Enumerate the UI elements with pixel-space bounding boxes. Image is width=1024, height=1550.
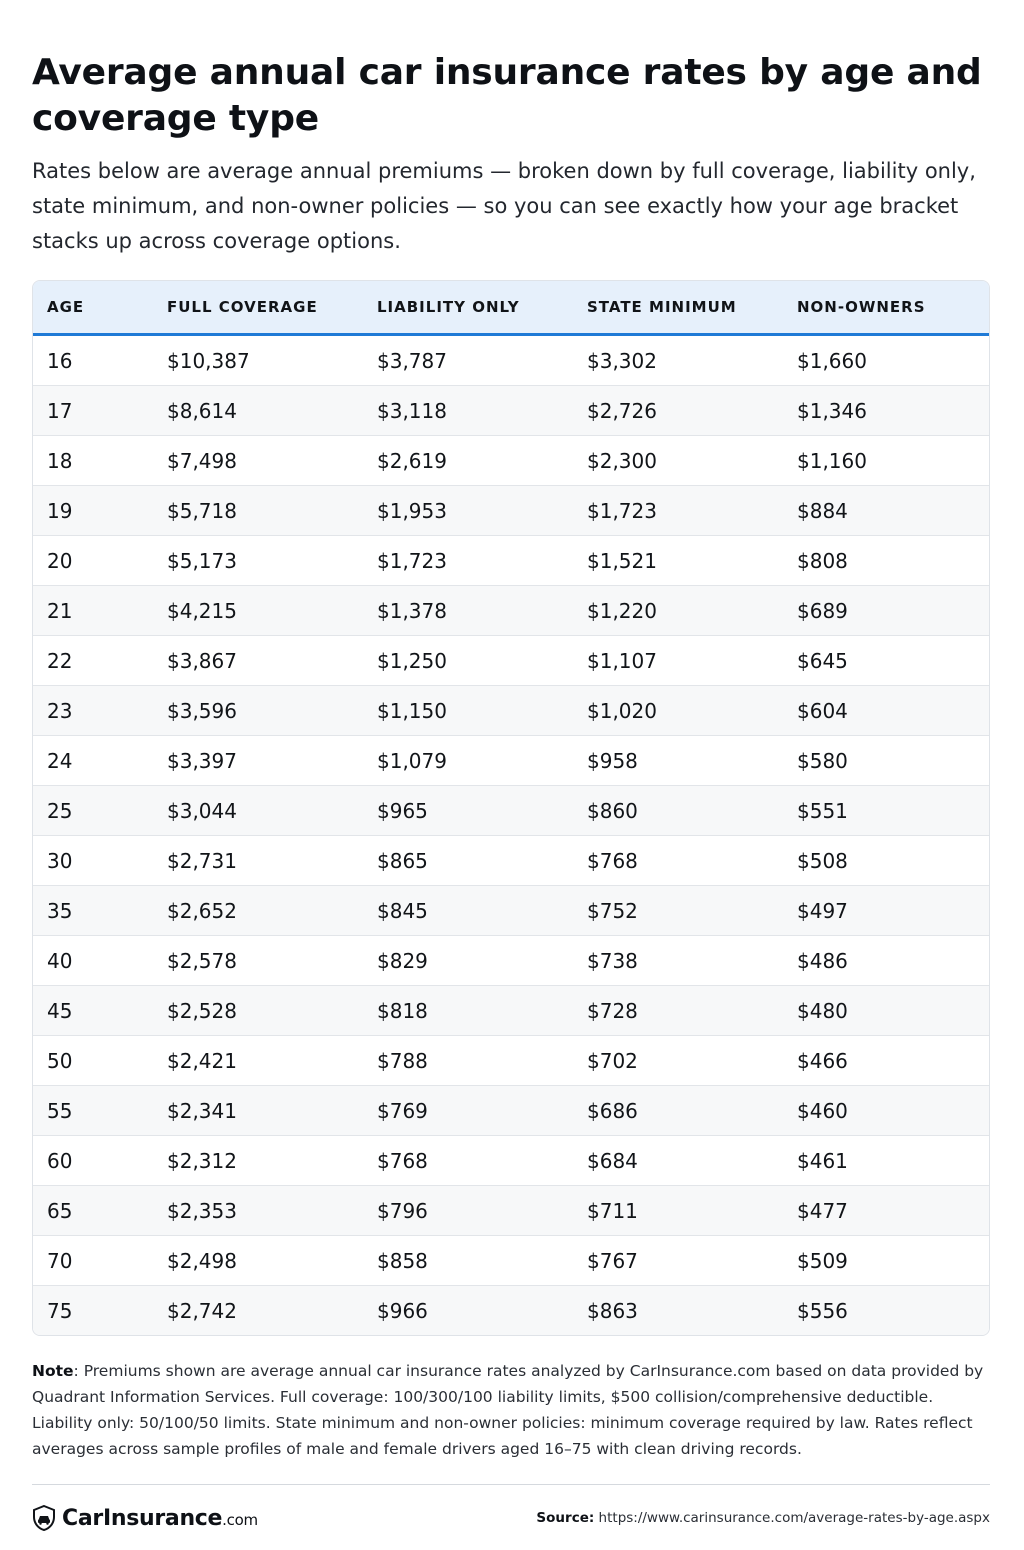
table-cell: 60 xyxy=(33,1136,153,1186)
table-row xyxy=(33,1186,989,1236)
table-cell: $1,723 xyxy=(363,536,573,586)
column-header: FULL COVERAGE xyxy=(153,281,363,335)
table-cell: $2,421 xyxy=(153,1036,363,1086)
table-cell: $1,107 xyxy=(573,636,783,686)
table-cell: $1,160 xyxy=(783,436,989,486)
table-cell: $2,578 xyxy=(153,936,363,986)
table-row xyxy=(33,986,989,1036)
table-row xyxy=(33,436,989,486)
table-cell: $966 xyxy=(363,1286,573,1336)
table-cell: $7,498 xyxy=(153,436,363,486)
table-cell: $1,660 xyxy=(797,348,867,373)
column-header: LIABILITY ONLY xyxy=(363,281,573,335)
table-cell: $3,397 xyxy=(153,736,363,786)
table-cell: $1,250 xyxy=(363,636,573,686)
column-header: AGE xyxy=(33,281,153,335)
table-cell: $2,726 xyxy=(573,386,783,436)
column-header: STATE MINIMUM xyxy=(573,281,783,335)
table-cell: $1,378 xyxy=(363,586,573,636)
table-cell: $702 xyxy=(573,1036,783,1086)
table-row xyxy=(33,936,989,986)
table-cell: $3,596 xyxy=(153,686,363,736)
table-cell: $858 xyxy=(363,1236,573,1286)
table-cell: $818 xyxy=(363,986,573,1036)
table-cell: $865 xyxy=(363,836,573,886)
table-cell: $2,619 xyxy=(363,436,573,486)
table-cell: $788 xyxy=(363,1036,573,1086)
table-row xyxy=(33,1286,989,1336)
table-cell: 21 xyxy=(33,586,153,636)
table-cell: 19 xyxy=(33,486,153,536)
table-cell: 30 xyxy=(33,836,153,886)
note-text: : Premiums shown are average annual car insurance rates analyzed by CarInsurance.com based on data provided by Quadrant Information Services. Full coverage: 100/300/100 liability limits, $500 collision/comprehensive deductible. Liability only: 50/100/50 limits. State minimum and non-owner policies: minimum coverage required by law. Rates reflect averages across sample profiles of male and female drivers aged 16–75 with clean driving records. xyxy=(32,1362,984,1458)
table-cell: $728 xyxy=(573,986,783,1036)
table-cell: $509 xyxy=(783,1236,989,1286)
table-cell: 40 xyxy=(33,936,153,986)
table-cell: $486 xyxy=(783,936,989,986)
table-cell: $2,341 xyxy=(153,1086,363,1136)
table-cell: $1,953 xyxy=(363,486,573,536)
table-row xyxy=(33,1136,989,1186)
table-row xyxy=(33,1036,989,1086)
table-cell: $958 xyxy=(573,736,783,786)
table-cell: $2,742 xyxy=(153,1286,363,1336)
table-cell: 75 xyxy=(33,1286,153,1336)
table-cell: $551 xyxy=(783,786,989,836)
table-cell: $10,387 xyxy=(167,348,250,373)
table-cell: $460 xyxy=(783,1086,989,1136)
table-cell: $3,044 xyxy=(153,786,363,836)
page-title: Average annual car insurance rates by age and coverage type xyxy=(32,52,982,139)
table-row xyxy=(33,486,989,536)
table-row xyxy=(33,536,989,586)
table-row xyxy=(33,386,989,436)
table-cell: $1,346 xyxy=(783,386,989,436)
table-cell: 50 xyxy=(33,1036,153,1086)
table-cell: 24 xyxy=(33,736,153,786)
table-cell: 16 xyxy=(47,348,73,373)
table-cell: $884 xyxy=(783,486,989,536)
rates-table xyxy=(33,281,989,1335)
table-cell: 20 xyxy=(33,536,153,586)
table-cell: $1,020 xyxy=(573,686,783,736)
table-cell: $2,312 xyxy=(153,1136,363,1186)
table-cell: $580 xyxy=(783,736,989,786)
table-cell: $1,220 xyxy=(573,586,783,636)
table-cell: $1,521 xyxy=(573,536,783,586)
table-cell: $1,150 xyxy=(363,686,573,736)
table-row xyxy=(33,1086,989,1136)
table-cell: $768 xyxy=(573,836,783,886)
table-cell: $2,498 xyxy=(153,1236,363,1286)
table-row xyxy=(33,1236,989,1286)
table-cell: $461 xyxy=(783,1136,989,1186)
table-row xyxy=(33,736,989,786)
table-row xyxy=(33,886,989,936)
table-row xyxy=(33,335,989,386)
table-cell: $2,528 xyxy=(153,986,363,1036)
table-cell: $1,079 xyxy=(363,736,573,786)
table-cell: $466 xyxy=(783,1036,989,1086)
table-cell: $845 xyxy=(363,886,573,936)
footer-divider xyxy=(32,1484,990,1485)
brand-name: CarInsurance.com xyxy=(62,1505,258,1531)
table-cell: $3,867 xyxy=(153,636,363,686)
source-label: Source: xyxy=(536,1510,595,1526)
brand-logo[interactable] xyxy=(32,1505,258,1531)
footer xyxy=(32,1505,990,1531)
table-cell: $752 xyxy=(573,886,783,936)
table-cell: $3,118 xyxy=(363,386,573,436)
table-cell: $711 xyxy=(573,1186,783,1236)
table-cell: $796 xyxy=(363,1186,573,1236)
table-cell: $2,652 xyxy=(153,886,363,936)
table-cell: $497 xyxy=(783,886,989,936)
table-cell: $477 xyxy=(783,1186,989,1236)
table-cell: $2,300 xyxy=(573,436,783,486)
table-cell: $808 xyxy=(783,536,989,586)
table-cell: 70 xyxy=(33,1236,153,1286)
table-cell: 25 xyxy=(33,786,153,836)
table-body xyxy=(33,335,989,1336)
table-cell: 22 xyxy=(33,636,153,686)
table-cell: $508 xyxy=(783,836,989,886)
note xyxy=(32,1358,992,1462)
table-cell: 45 xyxy=(33,986,153,1036)
table-cell: $965 xyxy=(363,786,573,836)
rates-table-container xyxy=(32,280,990,1336)
table-cell: $689 xyxy=(783,586,989,636)
table-cell: 65 xyxy=(33,1186,153,1236)
table-cell: $1,723 xyxy=(573,486,783,536)
table-cell: $645 xyxy=(783,636,989,686)
table-cell: $738 xyxy=(573,936,783,986)
table-cell: $768 xyxy=(363,1136,573,1186)
table-cell: $3,787 xyxy=(377,348,447,373)
table-cell: $829 xyxy=(363,936,573,986)
table-cell: $769 xyxy=(363,1086,573,1136)
table-cell: $684 xyxy=(573,1136,783,1186)
table-cell: $8,614 xyxy=(153,386,363,436)
table-cell: 23 xyxy=(33,686,153,736)
table-row xyxy=(33,786,989,836)
table-row xyxy=(33,636,989,686)
source-citation xyxy=(536,1510,990,1526)
table-cell: $556 xyxy=(783,1286,989,1336)
table-cell: $860 xyxy=(573,786,783,836)
column-header: NON-OWNERS xyxy=(783,281,989,335)
table-header-row xyxy=(33,281,989,335)
table-row xyxy=(33,686,989,736)
page-subtitle: Rates below are average annual premiums — broken down by full coverage, liability only, state minimum, and non-owner policies — so you can see exactly how your age bracket stacks up across coverage options. xyxy=(32,159,976,253)
table-row xyxy=(33,586,989,636)
table-cell: $686 xyxy=(573,1086,783,1136)
table-row xyxy=(33,836,989,886)
note-label: Note xyxy=(32,1362,74,1380)
table-cell: $2,353 xyxy=(153,1186,363,1236)
table-cell: 18 xyxy=(33,436,153,486)
table-cell: $767 xyxy=(573,1236,783,1286)
shield-car-icon xyxy=(32,1505,56,1531)
table-cell: $604 xyxy=(783,686,989,736)
table-cell: 17 xyxy=(33,386,153,436)
source-url[interactable]: https://www.carinsurance.com/average-rates-by-age.aspx xyxy=(598,1510,990,1526)
table-cell: $5,718 xyxy=(153,486,363,536)
table-cell: 55 xyxy=(33,1086,153,1136)
table-cell: $3,302 xyxy=(587,348,657,373)
table-cell: $2,731 xyxy=(153,836,363,886)
table-cell: $480 xyxy=(783,986,989,1036)
table-cell: $4,215 xyxy=(153,586,363,636)
table-cell: $863 xyxy=(573,1286,783,1336)
table-cell: 35 xyxy=(33,886,153,936)
table-cell: $5,173 xyxy=(153,536,363,586)
